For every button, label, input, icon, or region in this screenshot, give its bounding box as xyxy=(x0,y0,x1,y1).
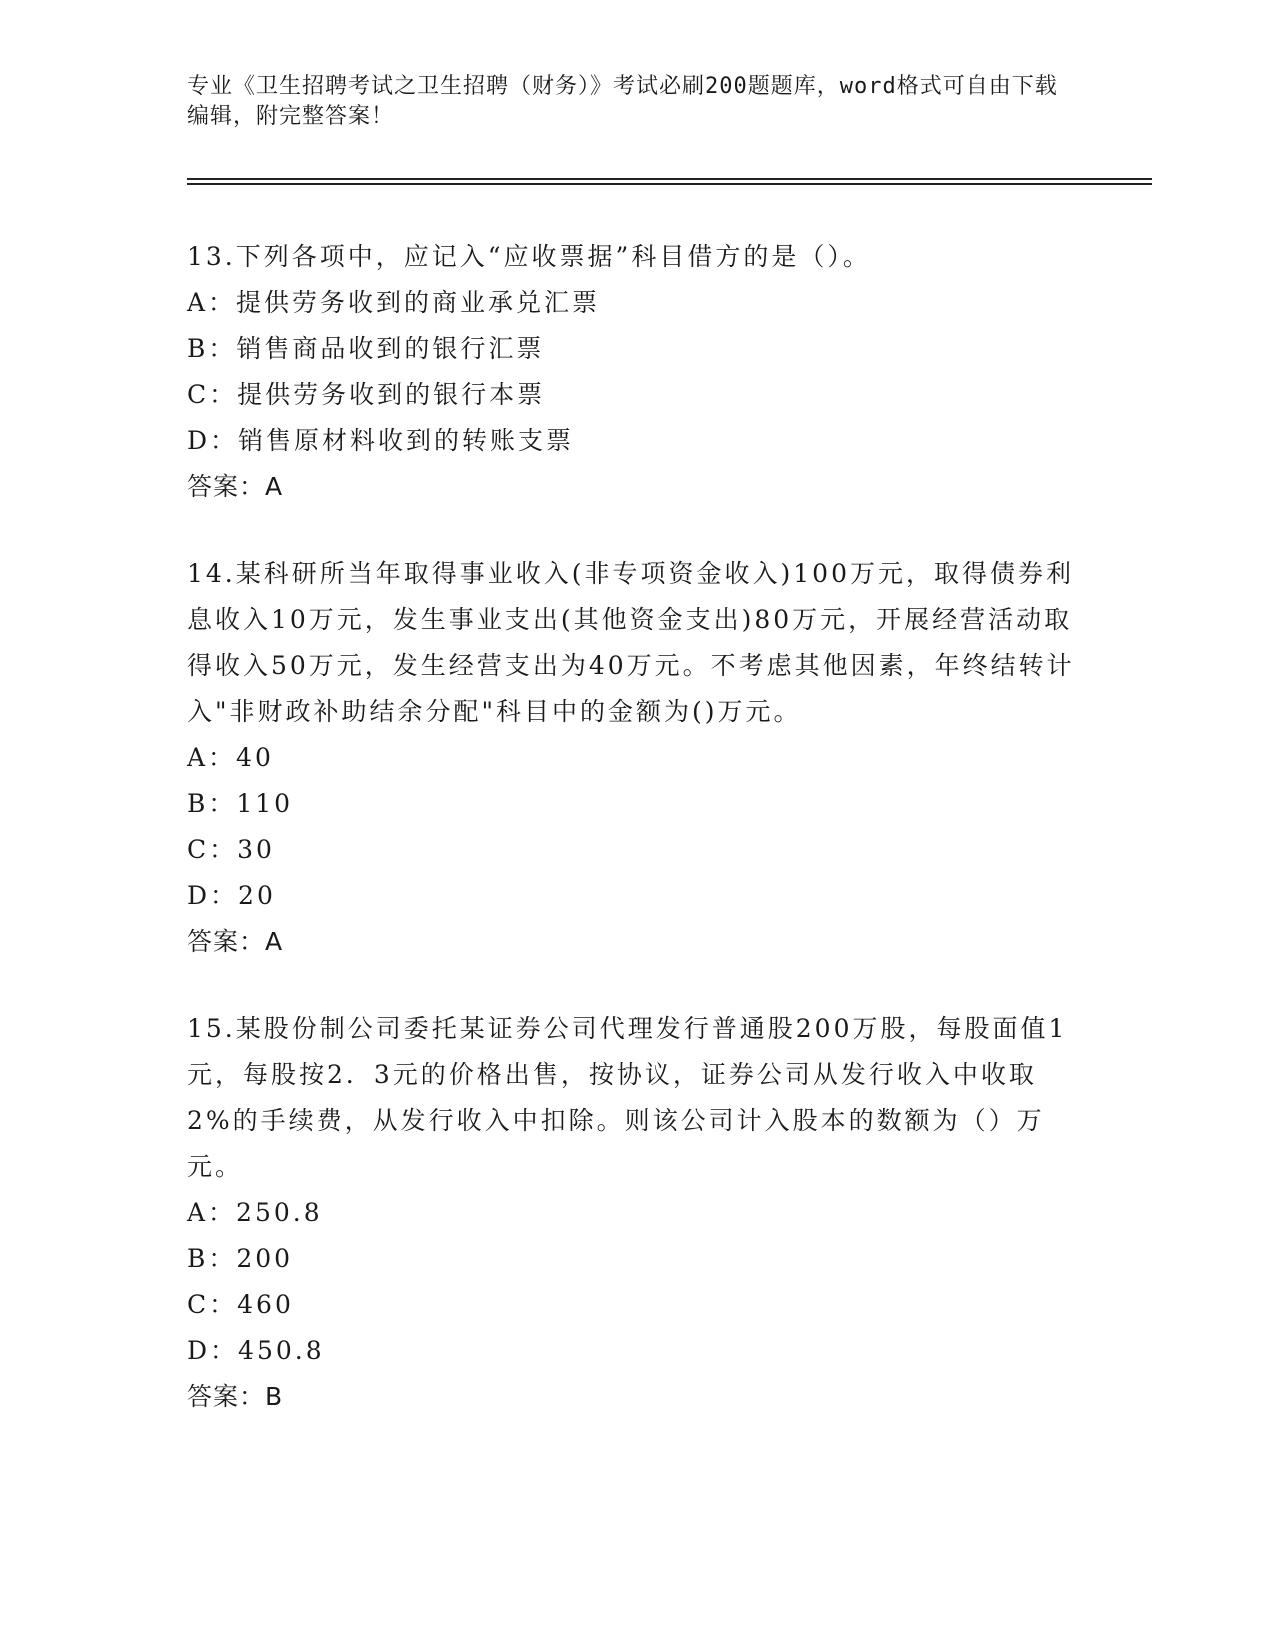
question-stem: 14.某科研所当年取得事业收入(非专项资金收入)100万元，取得债券利息收入10万元，发生事业支出(其他资金支出)80万元，开展经营活动取得收入50万元，发生经营支出为40万元。不考虑其他因素，年终结转计入"非财政补助结余分配"科目中的金额为()万元。 xyxy=(187,559,1075,726)
document-header: 专业《卫生招聘考试之卫生招聘（财务）》考试必刷200题题库，word格式可自由下载编辑，附完整答案！ xyxy=(187,74,1058,129)
option-b: B：110 xyxy=(187,789,294,818)
header-divider-top xyxy=(187,178,1152,180)
question-stem: 13.下列各项中，应记入“应收票据”科目借方的是（）。 xyxy=(187,242,871,271)
question-13 xyxy=(187,234,1077,510)
question-15 xyxy=(187,1006,1077,1420)
option-d: D：销售原材料收到的转账支票 xyxy=(187,426,575,455)
answer-line: 答案：A xyxy=(187,472,284,501)
question-stem: 15.某股份制公司委托某证券公司代理发行普通股200万股，每股面值1元，每股按2．3元的价格出售，按协议，证券公司从发行收入中收取2%的手续费，从发行收入中扣除。则该公司计入股本的数额为（）万元。 xyxy=(187,1014,1068,1181)
option-c: C：460 xyxy=(187,1290,294,1319)
option-a: A：250.8 xyxy=(187,1198,323,1227)
header-divider-bottom xyxy=(187,183,1152,185)
option-c: C：30 xyxy=(187,835,275,864)
option-d: D：450.8 xyxy=(187,1336,325,1365)
option-c: C：提供劳务收到的银行本票 xyxy=(187,380,546,409)
option-a: A：提供劳务收到的商业承兑汇票 xyxy=(187,288,601,317)
option-d: D：20 xyxy=(187,881,276,910)
option-a: A：40 xyxy=(187,743,274,772)
option-b: B：200 xyxy=(187,1244,294,1273)
answer-line: 答案：A xyxy=(187,927,284,956)
answer-line: 答案：B xyxy=(187,1382,284,1411)
option-b: B：销售商品收到的银行汇票 xyxy=(187,334,545,363)
question-14 xyxy=(187,551,1077,965)
